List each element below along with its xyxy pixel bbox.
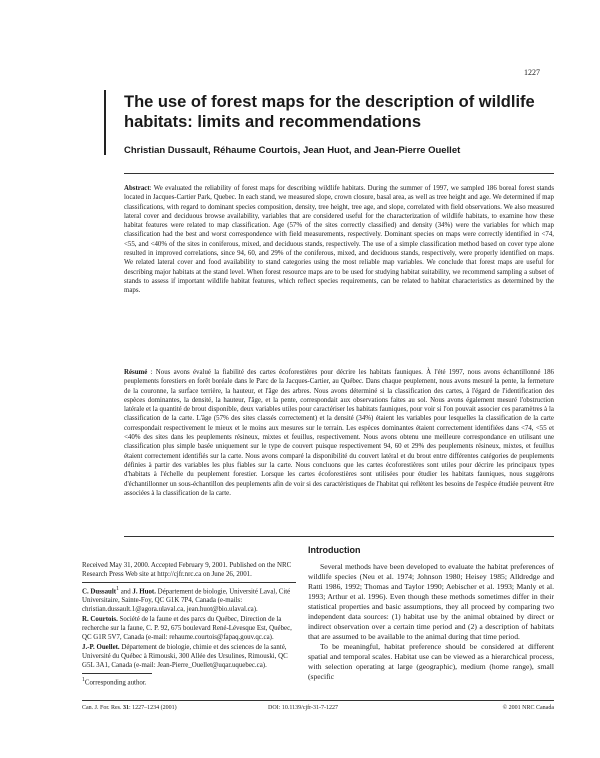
footnote-divider [82, 673, 152, 674]
author3-affiliation: Société de la faune et des parcs du Québec, Direction de la recherche sur la faune, C. P. 92, 675 boulevard René-Lévesque Est, Québec, QC G1R 5V7, Canada (e-mail: rehaume.courtois@fapaq.gouv.qc.ca). [82, 615, 292, 642]
author3-name: R. Courtois. [82, 615, 118, 623]
author-affiliation-3 [82, 643, 296, 671]
divider-top [124, 173, 554, 174]
resume-label: Résumé [124, 369, 148, 376]
title-side-rule [104, 90, 106, 155]
divider-bottom [124, 536, 554, 537]
notes-divider [82, 582, 296, 583]
abstract [124, 184, 554, 296]
intro-paragraph: To be meaningful, habitat preference should be considered at different spatial and temporal scales. Habitat use can be viewed as a hierarchical process, with selection operating at large (geographic), medium (home range), small (specific [308, 642, 554, 681]
introduction-body [308, 562, 554, 682]
resume-text: : Nous avons évalué la fiabilité des cartes écoforestières pour décrire les habitats fauniques. À l'été 1997, nous avons échantillonné 186 peuplements forestiers en forêt boréale dans le Parc de la Jacques-Cartier, au Québec. Dans chaque peuplement, nous avons mesuré la pente, la fermeture de la couronne, la surface terrière, la hauteur, et l'âge des arbres. Nous avons déterminé si la classification des cartes, à l'égard de l'identification des espèces dominantes, la densité, la hauteur, l'âge, et la pente, correspondait aux observations faites au sol. Nous avons également mesuré l'obstruction latérale et la quantité de brout disponible, deux variables utiles pour caractériser les habitats fauniques, pour voir si l'on pouvait associer ces paramètres à la classification de la carte. L'âge (57% des sites classés correctement) et la densité (34%) étaient les variables pour lesquelles la classification de la carte correspondait respectivement le mieux et le moins aux mesures sur le terrain. Les espèces dominantes étaient correctement identifiées dans <74, <55 et <40% des sites dans les peuplements résineux, mixtes et feuillus, respectivement. Nous avons obtenu une meilleure correspondance en utilisant une classification plus simple basée uniquement sur le type de couvert puisque respectivement 94, 60 et 29% des peuplements résineux, mixtes, et feuillus étaient correctement identifiés sur la carte. Nous avons comparé la disponibilité du couvert latéral et du brout entre différentes catégories de peuplements définies à partir des variables les plus fiables sur la carte. Nous concluons que les cartes écoforestières sont utiles pour décrire les principaux types d'habitats à l'échelle du peuplement forestier. Lorsque les cartes écoforestières sont utilisées pour étudier les habitats fauniques, nous suggérons d'échantillonner un sous-échantillon des peuplements afin de voir si des caractéristiques de l'habitat qui reflètent les besoins de l'espèce étudiée peuvent être associées à la classification de la carte. [124, 369, 554, 497]
author4-name: J.-P. Ouellet. [82, 643, 120, 651]
corr-text: Corresponding author. [84, 678, 147, 686]
introduction-heading: Introduction [308, 545, 361, 555]
resume [124, 368, 554, 498]
abstract-label: Abstract [124, 185, 150, 192]
author1-name: C. Dussault [82, 587, 117, 595]
author-affiliation-1 [82, 585, 296, 615]
author12-affiliation: Département de biologie, Université Laval, Cité Universitaire, Sainte-Foy, QC G1K 7P4, Canada (e-mails: christian.dussault.1@agora.ulaval.ca, jean.huot@bio.ulaval.ca). [82, 587, 291, 614]
journal-pages: : 1227–1234 (2001) [129, 705, 177, 711]
article-title: The use of forest maps for the description of wildlife habitats: limits and recommendations [124, 93, 535, 131]
author1-join: and [118, 587, 133, 595]
author4-affiliation: Département de biologie, chimie et des sciences de la santé, Université du Québec à Rimouski, 300 Allée des Ursulines, Rimouski, QC G5L 3A1, Canada (e-mail: Jean-Pierre_Ouellet@uqar.uquebec.ca). [82, 643, 288, 670]
author2-name: J. Huot. [132, 587, 156, 595]
author-list: Christian Dussault, Réhaume Courtois, Jean Huot, and Jean-Pierre Ouellet [124, 145, 461, 156]
author1-footnote-mark: 1 [116, 585, 119, 592]
intro-paragraph: Several methods have been developed to evaluate the habitat preferences of wildlife species (Neu et al. 1974; Johnson 1980; Heisey 1985; Alldredge and Ratti 1986, 1992; Thomas and Taylor 1990; Aebischer et al. 1993; Manly et al. 1993; Arthur et al. 1996). Even though these methods sometimes differ in their statistical properties and basic assumptions, they all proceed by comparing two independent data sources: (1) habitat use by the animal obtained by direct or indirect observation over a certain time period and (2) a description of habitats that are assumed to be available to the animal during that time period. [308, 562, 554, 641]
received-note: Received May 31, 2000. Accepted February 9, 2001. Published on the NRC Research Press Web site at http://cjfr.nrc.ca on June 26, 2001. [82, 562, 292, 579]
author-notes [82, 561, 296, 687]
footer-rule [82, 700, 554, 701]
abstract-text: : We evaluated the reliability of forest maps for describing wildlife habitats. During the summer of 1997, we sampled 186 boreal forest stands located in Jacques-Cartier Park, Quebec. In each stand, we measured slope, crown closure, basal area, as well as tree height and age. We determined if map classifications, with regard to dominant species composition, density, tree height, tree age, and slope, correlated with field observations. We also measured lateral cover and deciduous browse availability, variables that are considered useful for the characterization of wildlife habitats, to examine how these habitat features were related to map classification. Age (57% of the sites correctly classified) and density (34%) were the variables for which map classification had the best and worst correspondence with field measurements, respectively. Dominant species on maps were correctly identified in <74, <55, and <40% of the sites in coniferous, mixed, and deciduous stands, respectively. The use of a simple classification method based on cover type alone resulted in improved correlations, since 94, 60, and 29% of the coniferous, mixed, and deciduous stands, respectively, were properly identified on maps. We related lateral cover and food availability to stand categories using the most reliable map variables. We conclude that forest maps are useful for describing major habitats at the stand level. When forest resource maps are to be used for studying habitat suitability, we recommend sampling a subset of stands to assess if important wildlife habitat features, which reflect species requirements, can be related to habitat characteristics as determined by the maps. [124, 185, 554, 295]
journal-name: Can. J. For. Res. [82, 705, 122, 711]
copyright: © 2001 NRC Canada [502, 705, 554, 711]
corr-footnote-mark: 1 [82, 676, 85, 683]
journal-citation [82, 705, 177, 711]
journal-volume: 31 [123, 705, 130, 711]
corresponding-author-note [82, 676, 296, 688]
author-affiliation-2 [82, 615, 296, 643]
page-number: 1227 [524, 68, 540, 77]
doi: DOI: 10.1139/cjfr-31-7-1227 [268, 705, 338, 711]
